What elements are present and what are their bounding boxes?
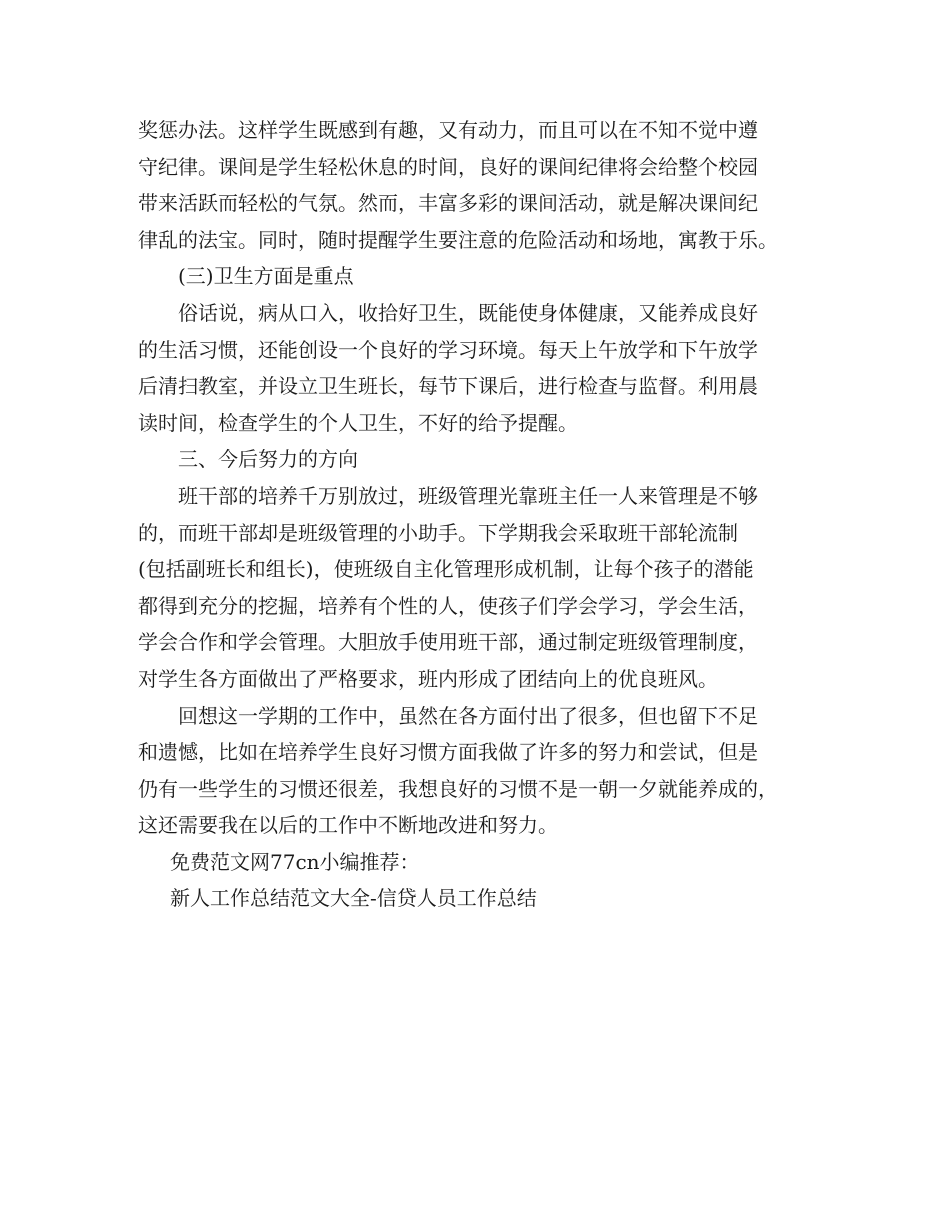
paragraph-line: 对学生各方面做出了严格要求，班内形成了团结向上的优良班风。 [138,666,718,691]
paragraph-line: 后清扫教室，并设立卫生班长，每节下课后，进行检查与监督。利用晨 [138,374,758,399]
document-body [138,112,818,917]
paragraph-line: 学会合作和学会管理。大胆放手使用班干部，通过制定班级管理制度， [138,630,758,655]
paragraph-line: 的，而班干部却是班级管理的小助手。下学期我会采取班干部轮流制 [138,520,738,545]
paragraph-line: 律乱的法宝。同时，随时提醒学生要注意的危险活动和场地，寓教于乐。 [138,227,778,252]
paragraph-line: 奖惩办法。这样学生既感到有趣，又有动力，而且可以在不知不觉中遵 [138,118,758,142]
paragraph-line: 读时间，检查学生的个人卫生，不好的给予提醒。 [138,410,578,435]
paragraph-line: 带来活跃而轻松的气氛。然而，丰富多彩的课间活动，就是解决课间纪 [138,191,758,216]
recommendation-label: 免费范文网77cn小编推荐： [170,849,420,874]
paragraph-line: 守纪律。课间是学生轻松休息的时间，良好的课间纪律将会给整个校园 [138,154,758,179]
paragraph-line: 这还需要我在以后的工作中不断地改进和努力。 [138,813,558,838]
paragraph-line: 仍有一些学生的习惯还很差，我想良好的习惯不是一朝一夕就能养成的， [138,776,778,801]
paragraph-line: (包括副班长和组长)，使班级自主化管理形成机制，让每个孩子的潜能 [138,557,754,582]
paragraph-line: 都得到充分的挖掘，培养有个性的人，使孩子们学会学习，学会生活， [138,593,758,618]
paragraph-line: 的生活习惯，还能创设一个良好的学习环境。每天上午放学和下午放学 [138,337,758,362]
section-heading-future-direction: 三、今后努力的方向 [178,447,358,472]
recommendation-link[interactable]: 新人工作总结范文大全-信贷人员工作总结 [170,886,537,911]
paragraph-line: 班干部的培养千万别放过，班级管理光靠班主任一人来管理是不够 [178,483,758,508]
paragraph-line: 回想这一学期的工作中，虽然在各方面付出了很多，但也留下不足 [178,703,758,728]
paragraph-line: 俗话说，病从口入，收拾好卫生，既能使身体健康，又能养成良好 [178,300,758,325]
paragraph-line: 和遗憾，比如在培养学生良好习惯方面我做了许多的努力和尝试，但是 [138,740,758,765]
section-heading-hygiene: (三)卫生方面是重点 [178,264,354,289]
